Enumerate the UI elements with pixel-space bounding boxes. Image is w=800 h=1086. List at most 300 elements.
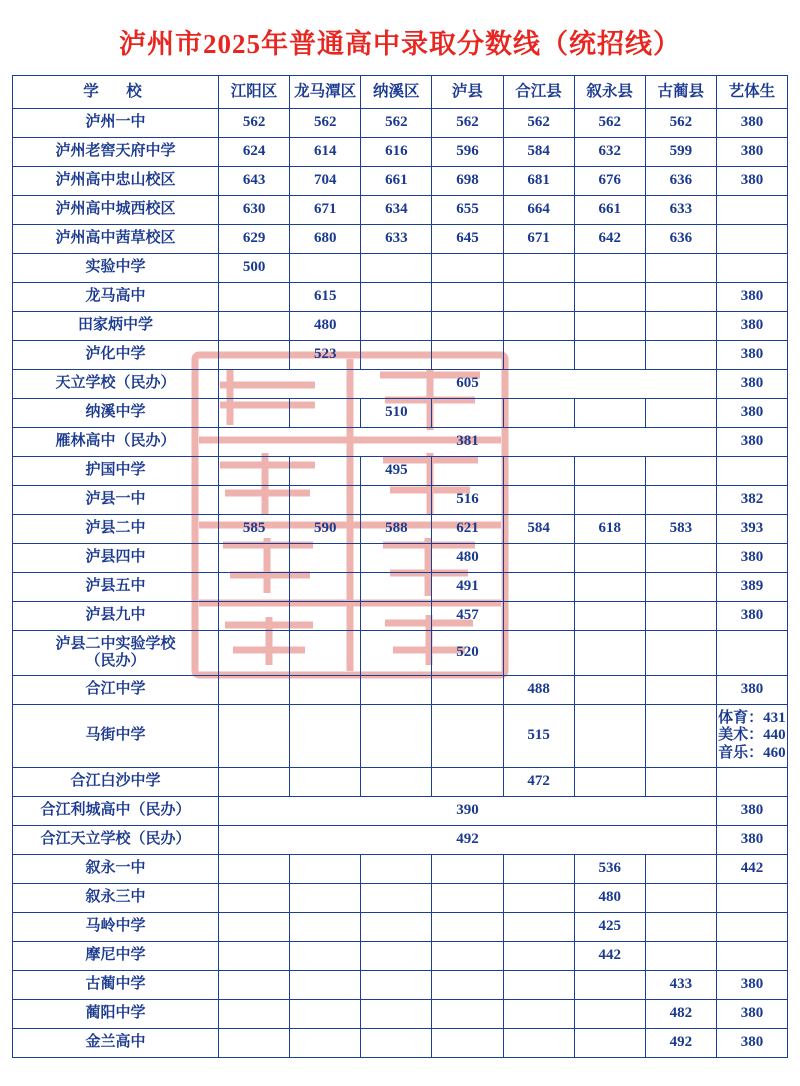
score-cell-art-sport [716, 768, 787, 797]
column-header-7: 古蔺县 [645, 76, 716, 109]
score-cell: 491 [432, 573, 503, 602]
score-cell [503, 942, 574, 971]
score-cell-art-sport: 380 [716, 370, 787, 399]
score-cell: 629 [219, 225, 290, 254]
score-cell [290, 1000, 361, 1029]
score-cell-merged: 605 [219, 370, 717, 399]
school-name-cell: 合江天立学校（民办） [13, 826, 219, 855]
score-cell: 510 [361, 399, 432, 428]
score-cell: 676 [574, 167, 645, 196]
score-cell [645, 312, 716, 341]
score-cell [219, 544, 290, 573]
score-cell: 442 [574, 942, 645, 971]
score-cell: 425 [574, 913, 645, 942]
score-cell [645, 254, 716, 283]
score-cell [219, 855, 290, 884]
score-cell [361, 855, 432, 884]
school-name-cell: 蔺阳中学 [13, 1000, 219, 1029]
score-cell [574, 971, 645, 1000]
score-cell [361, 486, 432, 515]
score-cell [361, 884, 432, 913]
school-name-cell: 实验中学 [13, 254, 219, 283]
score-cell: 480 [432, 544, 503, 573]
score-cell: 680 [290, 225, 361, 254]
score-cell [432, 942, 503, 971]
table-row [13, 109, 788, 138]
table-row [13, 768, 788, 797]
column-header-5: 合江县 [503, 76, 574, 109]
score-cell [219, 1000, 290, 1029]
score-cell [574, 676, 645, 705]
score-cell [503, 1000, 574, 1029]
score-cell [361, 1000, 432, 1029]
school-name-cell: 泸州高中城西校区 [13, 196, 219, 225]
score-cell: 585 [219, 515, 290, 544]
school-name-cell: 泸州老窖天府中学 [13, 138, 219, 167]
score-cell [219, 283, 290, 312]
score-cell-art-sport [716, 942, 787, 971]
score-cell [645, 457, 716, 486]
score-cell [290, 544, 361, 573]
score-cell [503, 602, 574, 631]
table-body [13, 109, 788, 1058]
table-row [13, 884, 788, 913]
score-cell-merged: 390 [219, 797, 717, 826]
table-row [13, 573, 788, 602]
score-cell: 590 [290, 515, 361, 544]
score-cell: 562 [503, 109, 574, 138]
table-row [13, 138, 788, 167]
score-cell-art-sport: 380 [716, 341, 787, 370]
score-cell [361, 913, 432, 942]
score-cell: 562 [574, 109, 645, 138]
score-cell [361, 1029, 432, 1058]
score-cell [645, 341, 716, 370]
score-cell [219, 457, 290, 486]
score-cell: 480 [290, 312, 361, 341]
table-row [13, 341, 788, 370]
score-cell: 632 [574, 138, 645, 167]
table-row [13, 167, 788, 196]
score-cell-merged: 381 [219, 428, 717, 457]
score-cell-merged: 492 [219, 826, 717, 855]
school-name-cell: 泸县四中 [13, 544, 219, 573]
score-cell: 681 [503, 167, 574, 196]
score-cell [503, 283, 574, 312]
score-cell [361, 341, 432, 370]
table-row [13, 855, 788, 884]
score-cell-art-sport: 380 [716, 797, 787, 826]
score-cell-art-sport: 380 [716, 399, 787, 428]
score-cell: 661 [574, 196, 645, 225]
table-row [13, 826, 788, 855]
score-cell-art-sport: 380 [716, 138, 787, 167]
score-cell-art-sport [716, 631, 787, 676]
score-cell [361, 312, 432, 341]
score-cell [290, 705, 361, 768]
score-cell: 433 [645, 971, 716, 1000]
school-name-cell: 叙永一中 [13, 855, 219, 884]
score-cell [361, 768, 432, 797]
school-name-cell: 叙永三中 [13, 884, 219, 913]
table-row [13, 942, 788, 971]
score-cell [361, 544, 432, 573]
score-cell: 621 [432, 515, 503, 544]
score-cell [645, 942, 716, 971]
score-cell: 562 [219, 109, 290, 138]
score-cell [432, 1029, 503, 1058]
score-cell: 520 [432, 631, 503, 676]
score-cell [574, 1000, 645, 1029]
column-header-3: 纳溪区 [361, 76, 432, 109]
score-cell: 500 [219, 254, 290, 283]
score-cell [574, 254, 645, 283]
table-row [13, 486, 788, 515]
score-cell [503, 855, 574, 884]
score-cell [503, 457, 574, 486]
table-header-row [13, 76, 788, 109]
table-row [13, 602, 788, 631]
score-cell [645, 705, 716, 768]
score-cell [574, 705, 645, 768]
score-cell-art-sport: 380 [716, 428, 787, 457]
school-name-cell: 天立学校（民办） [13, 370, 219, 399]
score-cell [361, 573, 432, 602]
score-cell [503, 312, 574, 341]
score-cell: 584 [503, 515, 574, 544]
score-cell [290, 884, 361, 913]
column-header-school: 学 校 [13, 76, 219, 109]
score-cell [432, 254, 503, 283]
table-row [13, 1029, 788, 1058]
score-cell [219, 399, 290, 428]
score-cell: 480 [574, 884, 645, 913]
table-row [13, 1000, 788, 1029]
school-name-cell: 泸县五中 [13, 573, 219, 602]
score-cell [503, 544, 574, 573]
score-cell-art-sport: 380 [716, 676, 787, 705]
score-cell [503, 486, 574, 515]
score-cell: 495 [361, 457, 432, 486]
score-cell-art-sport: 380 [716, 167, 787, 196]
score-cell [503, 254, 574, 283]
score-cell [574, 341, 645, 370]
score-cell [432, 1000, 503, 1029]
score-cell [290, 971, 361, 1000]
score-cell [361, 676, 432, 705]
school-name-cell: 合江中学 [13, 676, 219, 705]
score-cell: 615 [290, 283, 361, 312]
table-row [13, 283, 788, 312]
score-cell [645, 884, 716, 913]
score-cell: 492 [645, 1029, 716, 1058]
score-table [12, 75, 788, 1058]
score-cell [432, 399, 503, 428]
score-cell [219, 971, 290, 1000]
score-cell [361, 254, 432, 283]
score-cell [645, 913, 716, 942]
score-cell [645, 486, 716, 515]
score-cell [219, 1029, 290, 1058]
score-cell-art-sport: 体育：431 美术：440 音乐：460 [716, 705, 787, 768]
score-cell [361, 283, 432, 312]
score-cell [503, 1029, 574, 1058]
table-row [13, 370, 788, 399]
score-cell [645, 544, 716, 573]
score-cell: 515 [503, 705, 574, 768]
score-cell [219, 312, 290, 341]
score-cell [574, 602, 645, 631]
score-cell [219, 602, 290, 631]
score-cell: 562 [361, 109, 432, 138]
score-cell [432, 768, 503, 797]
school-name-cell: 泸州高中茜草校区 [13, 225, 219, 254]
score-cell [645, 768, 716, 797]
score-cell: 616 [361, 138, 432, 167]
score-cell [503, 884, 574, 913]
score-cell [503, 573, 574, 602]
school-name-cell: 泸县二中实验学校 （民办） [13, 631, 219, 676]
school-name-cell: 泸州一中 [13, 109, 219, 138]
score-cell [503, 399, 574, 428]
score-cell [503, 913, 574, 942]
score-cell [290, 399, 361, 428]
score-cell-art-sport: 382 [716, 486, 787, 515]
score-cell: 633 [361, 225, 432, 254]
score-cell [290, 573, 361, 602]
score-cell [219, 913, 290, 942]
school-name-cell: 纳溪中学 [13, 399, 219, 428]
page-title: 泸州市2025年普通高中录取分数线（统招线） [119, 29, 681, 59]
school-name-cell: 泸县九中 [13, 602, 219, 631]
score-cell: 633 [645, 196, 716, 225]
score-cell: 671 [503, 225, 574, 254]
score-cell-art-sport [716, 196, 787, 225]
score-cell [290, 676, 361, 705]
score-cell [361, 942, 432, 971]
score-cell [290, 602, 361, 631]
score-cell [290, 457, 361, 486]
score-cell: 562 [645, 109, 716, 138]
score-cell: 536 [574, 855, 645, 884]
score-cell-art-sport: 393 [716, 515, 787, 544]
column-header-1: 江阳区 [219, 76, 290, 109]
table-row [13, 196, 788, 225]
school-name-cell: 泸州高中忠山校区 [13, 167, 219, 196]
school-name-cell: 龙马高中 [13, 283, 219, 312]
score-cell: 618 [574, 515, 645, 544]
score-cell-art-sport [716, 254, 787, 283]
score-cell: 664 [503, 196, 574, 225]
score-cell-art-sport [716, 457, 787, 486]
score-cell: 516 [432, 486, 503, 515]
score-cell: 584 [503, 138, 574, 167]
table-row [13, 913, 788, 942]
score-cell [574, 312, 645, 341]
score-cell [574, 486, 645, 515]
school-name-cell: 马岭中学 [13, 913, 219, 942]
score-cell-art-sport: 389 [716, 573, 787, 602]
score-cell-art-sport: 380 [716, 544, 787, 573]
score-cell: 704 [290, 167, 361, 196]
school-name-cell: 泸县一中 [13, 486, 219, 515]
score-cell [361, 631, 432, 676]
score-cell-art-sport: 380 [716, 1029, 787, 1058]
school-name-cell: 马街中学 [13, 705, 219, 768]
table-row [13, 254, 788, 283]
score-cell [645, 573, 716, 602]
score-cell [432, 676, 503, 705]
score-cell-art-sport: 380 [716, 283, 787, 312]
score-cell [290, 1029, 361, 1058]
score-cell [645, 676, 716, 705]
score-table-container [0, 75, 800, 1058]
score-cell [574, 399, 645, 428]
score-cell: 642 [574, 225, 645, 254]
school-name-cell: 田家炳中学 [13, 312, 219, 341]
score-cell [290, 913, 361, 942]
score-cell: 624 [219, 138, 290, 167]
score-cell [432, 884, 503, 913]
column-header-2: 龙马潭区 [290, 76, 361, 109]
score-cell: 636 [645, 167, 716, 196]
score-cell [290, 768, 361, 797]
score-cell: 698 [432, 167, 503, 196]
score-cell: 457 [432, 602, 503, 631]
score-cell [361, 705, 432, 768]
score-cell [219, 768, 290, 797]
score-cell: 588 [361, 515, 432, 544]
score-cell [503, 631, 574, 676]
score-cell: 599 [645, 138, 716, 167]
score-cell: 655 [432, 196, 503, 225]
table-row [13, 631, 788, 676]
school-name-cell: 护国中学 [13, 457, 219, 486]
score-cell [432, 913, 503, 942]
score-cell [574, 768, 645, 797]
score-cell: 636 [645, 225, 716, 254]
table-row [13, 312, 788, 341]
score-cell [574, 631, 645, 676]
score-cell [645, 855, 716, 884]
score-cell-art-sport [716, 913, 787, 942]
score-cell [432, 971, 503, 1000]
score-cell: 523 [290, 341, 361, 370]
table-row [13, 457, 788, 486]
score-cell [361, 971, 432, 1000]
score-cell: 671 [290, 196, 361, 225]
score-cell-art-sport: 380 [716, 312, 787, 341]
score-cell-art-sport: 442 [716, 855, 787, 884]
score-cell: 482 [645, 1000, 716, 1029]
score-cell [574, 544, 645, 573]
score-cell [219, 341, 290, 370]
table-row [13, 676, 788, 705]
school-name-cell: 泸化中学 [13, 341, 219, 370]
score-cell-art-sport: 380 [716, 109, 787, 138]
table-row [13, 797, 788, 826]
score-cell [503, 971, 574, 1000]
score-cell [574, 1029, 645, 1058]
score-cell [645, 631, 716, 676]
score-cell [645, 283, 716, 312]
score-cell [219, 705, 290, 768]
score-cell [290, 855, 361, 884]
score-cell: 472 [503, 768, 574, 797]
score-cell-art-sport: 380 [716, 1000, 787, 1029]
score-cell: 596 [432, 138, 503, 167]
score-cell [432, 341, 503, 370]
table-header [13, 76, 788, 109]
score-cell: 645 [432, 225, 503, 254]
score-cell: 562 [432, 109, 503, 138]
score-cell: 661 [361, 167, 432, 196]
table-row [13, 515, 788, 544]
score-cell-art-sport: 380 [716, 602, 787, 631]
score-cell [432, 312, 503, 341]
score-cell [432, 855, 503, 884]
score-cell [432, 705, 503, 768]
score-cell [290, 631, 361, 676]
score-cell: 614 [290, 138, 361, 167]
score-cell [290, 942, 361, 971]
score-cell [219, 884, 290, 913]
score-cell [219, 631, 290, 676]
score-cell [432, 283, 503, 312]
score-cell [290, 254, 361, 283]
school-name-cell: 古蔺中学 [13, 971, 219, 1000]
score-cell-art-sport [716, 225, 787, 254]
score-cell [219, 942, 290, 971]
table-row [13, 428, 788, 457]
score-cell-art-sport: 380 [716, 971, 787, 1000]
score-cell [503, 341, 574, 370]
table-row [13, 705, 788, 768]
school-name-cell: 金兰高中 [13, 1029, 219, 1058]
column-header-4: 泸县 [432, 76, 503, 109]
school-name-cell: 摩尼中学 [13, 942, 219, 971]
score-cell: 562 [290, 109, 361, 138]
score-cell [574, 283, 645, 312]
score-cell-art-sport [716, 884, 787, 913]
school-name-cell: 合江白沙中学 [13, 768, 219, 797]
table-row [13, 399, 788, 428]
table-row [13, 971, 788, 1000]
school-name-cell: 泸县二中 [13, 515, 219, 544]
column-header-8: 艺体生 [716, 76, 787, 109]
score-cell: 583 [645, 515, 716, 544]
score-cell [219, 676, 290, 705]
score-cell [219, 486, 290, 515]
score-cell: 634 [361, 196, 432, 225]
score-cell-art-sport: 380 [716, 826, 787, 855]
score-cell [645, 399, 716, 428]
score-cell [290, 486, 361, 515]
score-cell [574, 457, 645, 486]
score-cell: 630 [219, 196, 290, 225]
column-header-6: 叙永县 [574, 76, 645, 109]
school-name-cell: 合江利城高中（民办） [13, 797, 219, 826]
score-cell [645, 602, 716, 631]
score-cell [432, 457, 503, 486]
score-cell [574, 573, 645, 602]
score-cell: 643 [219, 167, 290, 196]
score-cell: 488 [503, 676, 574, 705]
table-row [13, 225, 788, 254]
score-cell [219, 573, 290, 602]
score-cell [361, 602, 432, 631]
school-name-cell: 雁林高中（民办） [13, 428, 219, 457]
